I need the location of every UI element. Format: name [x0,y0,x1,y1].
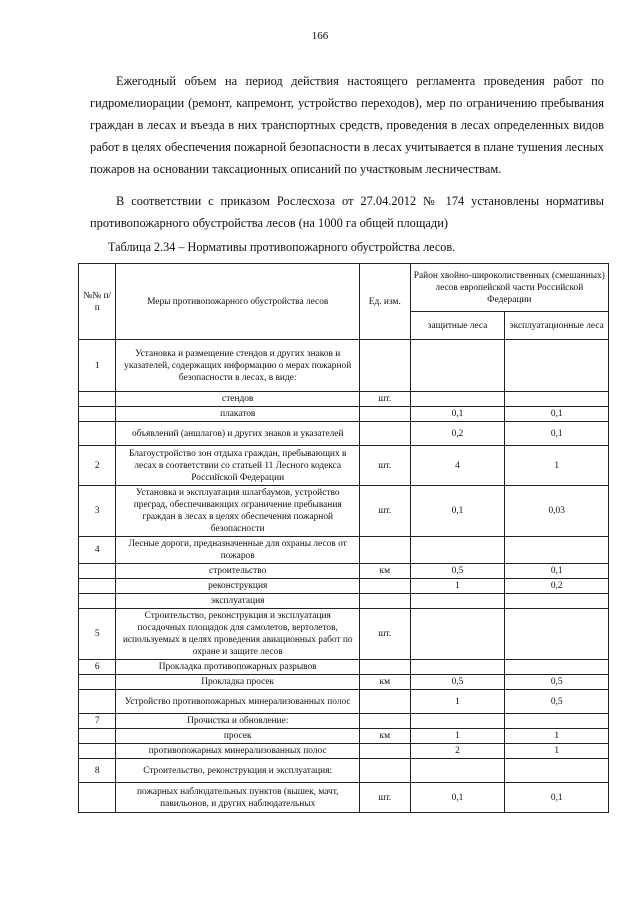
cell-measure: Строительство, реконструкция и эксплуатация посадочных площадок для самолетов, вертолетов, используемых в целях проведения авиационных работ по охране и защите лесов [116,609,360,660]
table-row [79,340,609,392]
table-row [79,422,609,446]
cell-num: 6 [79,660,116,675]
table-row [79,407,609,422]
cell-exploitation [505,537,609,564]
cell-num [79,690,116,714]
table-row [79,744,609,759]
header-exploitation-forests: эксплуатационные леса [505,312,609,340]
cell-measure: плакатов [116,407,360,422]
cell-measure: Благоустройство зон отдыха граждан, пребывающих в лесах в соответствии со статьей 11 Лесного кодекса Российской Федерации [116,446,360,486]
cell-unit: шт. [359,609,410,660]
cell-exploitation: 0,1 [505,783,609,813]
cell-protective: 4 [410,446,505,486]
cell-exploitation: 1 [505,729,609,744]
cell-unit [359,660,410,675]
cell-protective [410,609,505,660]
cell-measure: Установка и эксплуатация шлагбаумов, устройство преград, обеспечивающих ограничение пребывания граждан в лесах в целях обеспечения пожарной безопасности [116,486,360,537]
header-region: Район хвойно-широколиственных (смешанных) лесов европейской части Российской Федерации [410,264,608,312]
cell-measure: Строительство, реконструкция и эксплуатация: [116,759,360,783]
table-row [79,675,609,690]
cell-exploitation: 0,1 [505,564,609,579]
table-row [79,579,609,594]
cell-measure: объявлений (аншлагов) и других знаков и указателей [116,422,360,446]
cell-measure: просек [116,729,360,744]
cell-protective [410,660,505,675]
cell-unit [359,744,410,759]
header-number: №№ п/п [79,264,116,340]
cell-exploitation [505,594,609,609]
cell-protective: 0,2 [410,422,505,446]
cell-measure: Устройство противопожарных минерализованных полос [116,690,360,714]
cell-measure: Прокладка противопожарных разрывов [116,660,360,675]
table-row [79,537,609,564]
cell-num [79,564,116,579]
paragraph-rosleskhoz-order: В соответствии с приказом Рослесхоза от 27.04.2012 № 174 установлены нормативы противопожарного обустройства лесов (на 1000 га общей площади) [90,194,604,230]
cell-unit [359,340,410,392]
cell-unit [359,690,410,714]
cell-exploitation [505,759,609,783]
cell-exploitation [505,340,609,392]
cell-unit: км [359,564,410,579]
cell-unit [359,579,410,594]
table-row [79,392,609,407]
cell-num [79,392,116,407]
cell-num: 2 [79,446,116,486]
cell-measure: Прочистка и обновление: [116,714,360,729]
cell-unit: км [359,729,410,744]
header-protective-forests: защитные леса [410,312,505,340]
cell-measure: строительство [116,564,360,579]
table-row [79,759,609,783]
cell-exploitation: 1 [505,744,609,759]
cell-unit: шт. [359,446,410,486]
cell-measure: эксплуатация [116,594,360,609]
page-number: 166 [311,30,329,42]
cell-num [79,579,116,594]
cell-unit: км [359,675,410,690]
cell-exploitation [505,609,609,660]
table-row [79,564,609,579]
cell-unit: шт. [359,783,410,813]
cell-exploitation: 0,5 [505,690,609,714]
cell-protective: 1 [410,579,505,594]
cell-unit [359,714,410,729]
cell-num: 1 [79,340,116,392]
cell-num [79,744,116,759]
cell-measure: стендов [116,392,360,407]
cell-measure: Прокладка просек [116,675,360,690]
cell-num [79,729,116,744]
cell-measure: противопожарных минерализованных полос [116,744,360,759]
cell-num: 5 [79,609,116,660]
cell-unit [359,422,410,446]
cell-exploitation [505,660,609,675]
table-row [79,486,609,537]
cell-exploitation: 0,03 [505,486,609,537]
table-caption: Таблица 2.34 – Нормативы противопожарного обустройства лесов. [108,240,456,254]
fire-prevention-norms-table [78,263,609,813]
cell-unit [359,407,410,422]
cell-protective [410,594,505,609]
cell-protective: 0,5 [410,675,505,690]
cell-num [79,594,116,609]
cell-num [79,407,116,422]
cell-protective: 0,1 [410,486,505,537]
cell-protective: 0,1 [410,407,505,422]
cell-unit [359,537,410,564]
cell-protective [410,759,505,783]
cell-measure: пожарных наблюдательных пунктов (вышек, мачт, павильонов, и других наблюдательных [116,783,360,813]
cell-num: 4 [79,537,116,564]
cell-protective: 0,5 [410,564,505,579]
cell-exploitation [505,714,609,729]
cell-protective [410,392,505,407]
cell-protective: 1 [410,690,505,714]
cell-protective: 0,1 [410,783,505,813]
cell-exploitation: 0,1 [505,407,609,422]
cell-num [79,783,116,813]
cell-num: 8 [79,759,116,783]
cell-num: 7 [79,714,116,729]
cell-unit: шт. [359,486,410,537]
table-row [79,446,609,486]
cell-protective: 2 [410,744,505,759]
header-unit: Ед. изм. [359,264,410,340]
header-measure: Меры противопожарного обустройства лесов [116,264,360,340]
paragraph-annual-volume: Ежегодный объем на период действия настоящего регламента проведения работ по гидромелиорации (ремонт, капремонт, устройство переходов), мер по ограничению пребывания граждан в лесах и въезда в них транспортных средств, проведения в лесах определенных видов работ в целях обеспечения пожарной безопасности в лесах учитывается в плане тушения лесных пожаров на основании таксационных описаний по участковым лесничествам. [90,74,605,176]
cell-unit [359,594,410,609]
cell-num [79,422,116,446]
cell-unit [359,759,410,783]
cell-measure: Лесные дороги, предназначенные для охраны лесов от пожаров [116,537,360,564]
cell-exploitation: 0,1 [505,422,609,446]
table-row [79,660,609,675]
cell-unit: шт. [359,392,410,407]
table-row [79,690,609,714]
table-row [79,609,609,660]
table-row [79,594,609,609]
cell-protective [410,340,505,392]
table-body [79,340,609,813]
cell-protective [410,537,505,564]
cell-measure: Установка и размещение стендов и других знаков и указателей, содержащих информацию о мерах пожарной безопасности в лесах, в виде: [116,340,360,392]
cell-measure: реконструкция [116,579,360,594]
table-row [79,714,609,729]
cell-exploitation: 1 [505,446,609,486]
cell-num [79,675,116,690]
table-row [79,729,609,744]
cell-exploitation [505,392,609,407]
cell-protective: 1 [410,729,505,744]
cell-num: 3 [79,486,116,537]
cell-exploitation: 0,2 [505,579,609,594]
table-row [79,783,609,813]
cell-exploitation: 0,5 [505,675,609,690]
cell-protective [410,714,505,729]
